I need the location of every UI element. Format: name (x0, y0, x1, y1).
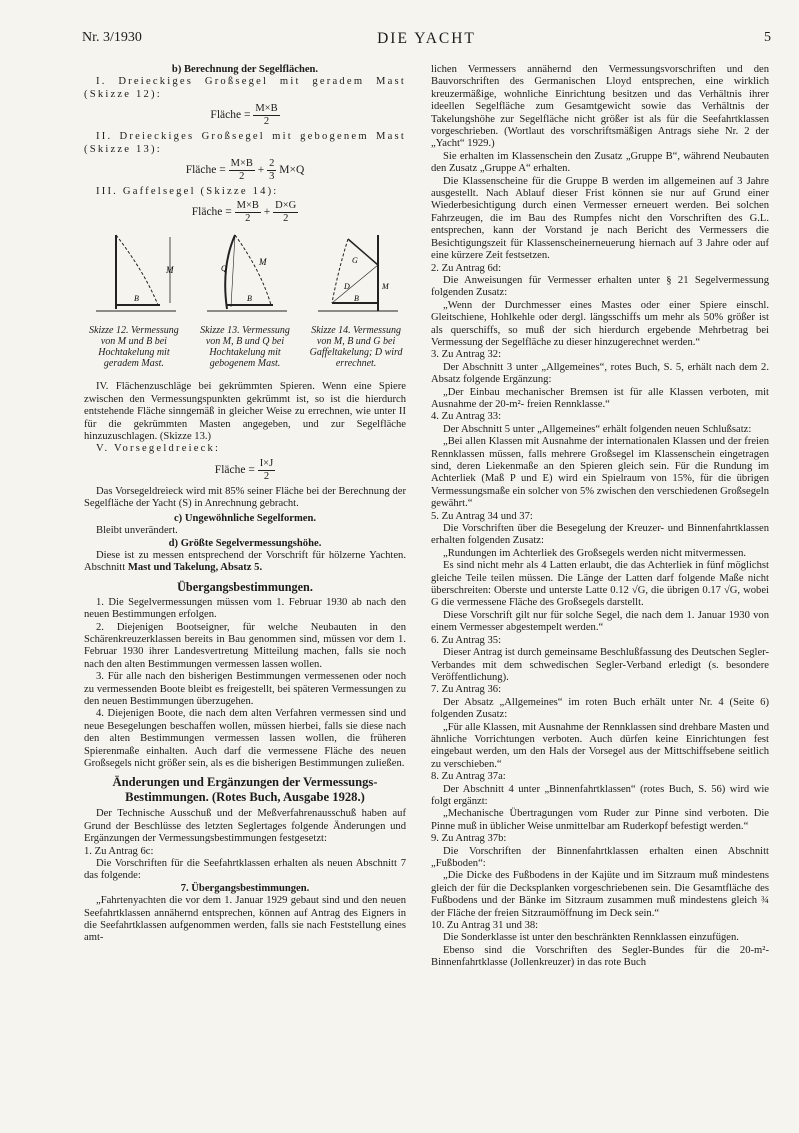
antrag-5: 5. Zu Antrag 34 und 37: (431, 510, 533, 522)
antrag-10-text-1: Die Sonderklasse ist unter den beschränkten Rennklassen einzufügen. (443, 932, 739, 944)
antrag-3: 3. Zu Antrag 32: (431, 349, 502, 361)
section-c-text: Bleibt unverändert. (96, 525, 178, 537)
antrag-3-text: Der Abschnitt 3 unter „Allgemeines“, rotes Buch, S. 5, erhält nach dem 2. Absatz folgende Ergänzung: (431, 361, 769, 386)
section-d-text-a: Diese ist zu messen entsprechend der Vorschrift für hölzerne Yachten. Abschnitt (84, 549, 406, 574)
antrag-8-text: Der Abschnitt 4 unter „Binnenfahrtklassen“ (rotes Buch, S. 56) wird wie folgt ergänzt: (431, 783, 769, 807)
antrag-9: 9. Zu Antrag 37b: (431, 833, 507, 845)
section-d-heading: d) Größte Segelvermessungshöhe. (168, 537, 322, 549)
antrag-7: 7. Zu Antrag 36: (431, 684, 502, 696)
antrag-9-quote: „Die Dicke des Fußbodens in der Kajüte und im Sitzraum muß mindestens gleich der für die Decksplanken vorgeschriebenen sein. Die Gesamtfläche des Fußbodens und der Bänke im Sitzraum zusammen muß mindestens gleich ¾ der Fläche der freien Sitzraumöffnung im Deck sein.“ (431, 870, 769, 919)
formula-III-title: III. Gaffelsegel (Skizze 14): (96, 186, 279, 198)
numerator: M×B (230, 158, 253, 170)
denominator: 2 (245, 213, 251, 225)
antrag-1-text: Die Vorschriften für die Seefahrtklassen erhalten als neuen Abschnitt 7 das folgende: (84, 858, 406, 882)
antrag-8: 8. Zu Antrag 37a: (431, 771, 506, 783)
section-d-text-b: Mast und Takelung, Absatz 5. (127, 562, 263, 574)
section-b-heading: b) Berechnung der Segelflächen. (171, 64, 319, 75)
antrag-9-text: Die Vorschriften der Binnenfahrtklassen erhalten einen Abschnitt „Fußboden“: (431, 845, 769, 869)
sketch-12 (84, 231, 184, 373)
formula-label: Fläche = (214, 464, 255, 477)
svg-text:B: B (247, 294, 252, 304)
sketch-12-caption: Skizze 12. Vermessung von M und B bei Hochtakelung mit geradem Mast. (89, 325, 179, 370)
fraction (253, 103, 279, 128)
formula-label: Fläche = (185, 164, 226, 177)
section-c-heading: c) Ungewöhnliche Segelformen. (173, 512, 317, 524)
antrag-5-quote-3: Diese Vorschrift gilt nur für solche Segel, die nach dem 1. Januar 1930 von einem Vermesser abgestempelt werden.“ (431, 609, 769, 634)
antrag-4: 4. Zu Antrag 33: (431, 411, 502, 423)
fraction (229, 158, 255, 183)
svg-text:G: G (352, 256, 358, 266)
uebergang-3: 3. Für alle nach den bisherigen Bestimmungen vermessenen oder noch zu vermessenden Boote bleibt es freigestellt, bei späteren Vermessungen zu den neuen Bestimmungen überzugehen. (84, 671, 406, 707)
denominator: 2 (239, 171, 245, 183)
formula-label: Fläche = (210, 109, 251, 122)
sail-sketch-14-icon (308, 231, 404, 323)
antrag-3-quote: „Der Einbau mechanischer Bremsen ist für alle Klassen verboten, mit Ausnahme der 20-m²- freien Rennklasse.“ (431, 386, 769, 410)
antrag-8-quote: „Mechanische Übertragungen vom Ruder zur Pinne sind verboten. Die Pinne muß in üblicher Weise unmittelbar am Ruderkopf befestigt werden.“ (431, 808, 769, 832)
issue-number: Nr. 3/1930 (82, 30, 142, 45)
uebergang-2: 2. Diejenigen Bootseigner, für welche Neubauten in den Schärenkreuzerklassen bereits in Bau genommen sind, müssen vor dem 1. Februar 1930 ihrer Landesvertretung Mitteilung machen, falls sie noch nach den alten Bestimmungen vermessen lassen wollen. (84, 621, 406, 670)
numerator: D×G (275, 200, 297, 212)
fraction (267, 158, 276, 183)
sail-sketch-12-icon (86, 231, 182, 323)
fraction (273, 200, 298, 225)
formula-I (84, 103, 406, 128)
antrag-6: 6. Zu Antrag 35: (431, 634, 502, 646)
antrag-2-quote: „Wenn der Durchmesser eines Mastes oder einer Spiere einschl. Gleitschiene, Hohlkehle oder dergl. längsschiffs um mehr als 50% größer ist als querschiffs, so muß der sich hierdurch ergebende Mehrbetrag bei Vermessung der Segelfläche zu dieser hinzugerechnet werden.“ (431, 299, 769, 348)
svg-text:M: M (165, 265, 174, 276)
uebergang-heading: Übergangsbestimmungen. (177, 579, 313, 594)
antrag-5-quote-2: Es sind nicht mehr als 4 Latten erlaubt, die das Achterliek in fünf möglichst gleiche Teile teilen müssen. Die Länge der Latten darf folgende Maße nicht überschreiten: Oberste und unterste Latte 0.12 √G, die übrigen 0.17 √G, wobei G die vermessene Fläche des Großsegels darstellt. (431, 560, 769, 609)
antrag-4-text: Der Abschnitt 5 unter „Allgemeines“ erhält folgenden neuen Schlußsatz: (443, 423, 752, 435)
antrag-1-subheading: 7. Übergangsbestimmungen. (180, 882, 310, 894)
svg-text:Q: Q (221, 264, 227, 274)
antrag-7-text: Der Absatz „Allgemeines“ im roten Buch erhält unter Nr. 4 (Seite 6) folgenden Zusatz: (431, 696, 769, 721)
formula-I-title: I. Dreieckiges Großsegel mit geradem Mast (Skizze 12): (84, 76, 406, 100)
numerator: 2 (269, 158, 275, 170)
uebergang-4: 4. Diejenigen Boote, die nach dem alten Verfahren vermessen sind und neue Besegelungen beschaffen wollen, müssen hierbei, falls sie diese nach den alten Bestimmungen vermessen lassen wollen, die früheren Spierenmaße einhalten. Auch darf die vermessene Fläche des neuen Großsegels nicht größer sein, als es die bisherigen Bestimmungen zuließen. (84, 708, 406, 769)
formula-label: Fläche = (191, 206, 232, 219)
numerator: M×B (255, 103, 278, 115)
section-d-text (84, 550, 406, 575)
numerator: M×B (236, 200, 259, 212)
antrag-1: 1. Zu Antrag 6c: (84, 845, 154, 857)
sketch-14-caption: Skizze 14. Vermessung von M, B und G bei Gaffeltakelung; D wird errechnet. (309, 325, 403, 370)
numerator: I×J (259, 457, 274, 469)
sketch-13 (195, 231, 295, 373)
formula-II: Fläche = $\frac{M\times B}{2}$ + $\frac{2}{3}$ M×Q (185, 158, 305, 183)
magazine-title: DIE YACHT (377, 30, 476, 47)
vorsegel-text: Das Vorsegeldreieck wird mit 85% seiner Fläche bei der Berechnung der Segelfläche der Yacht (S) in Anrechnung gebracht. (84, 485, 406, 510)
denominator: 3 (269, 171, 275, 183)
antrag-5-quote-1: „Rundungen im Achterliek des Großsegels werden nicht mitvermessen. (443, 547, 747, 559)
antrag-2: 2. Zu Antrag 6d: (431, 262, 502, 274)
antrag-5-text: Die Vorschriften über die Besegelung der Kreuzer- und Binnenfahrtklassen erhalten folgenden Zusatz: (431, 523, 769, 547)
left-column (84, 64, 406, 945)
sail-sketch-13-icon (197, 231, 293, 323)
denominator: 2 (283, 213, 289, 225)
antrag-6-text: Dieser Antrag ist durch gemeinsame Beschlußfassung des Deutschen Segler-Verbandes mit dem schwedischen Segler-Verband erledigt (s. besondere Veröffentlichung). (431, 647, 769, 683)
sketch-14 (306, 231, 406, 373)
continuation-2: Sie erhalten im Klassenschein den Zusatz „Gruppe B“, während Neubauten den Zusatz „Gruppe A“ erhalten. (431, 150, 769, 175)
section-IV: IV. Flächenzuschläge bei gekrümmten Spieren. Wenn eine Spiere zwischen den Vermessungspunkten gekrümmt ist, so ist die hierdurch entstehende Fläche sinngemäß in gleicher Weise zu errechnen, wie unter II für die gekrümmten Masten angegeben, und zur Segelfläche hinzuzuschlagen. (Skizze 13.) (84, 381, 406, 443)
continuation-3: Die Klassenscheine für die Gruppe B werden im allgemeinen auf 3 Jahre ausgestellt. Nach Ablauf dieser Frist können sie nur auf Grund einer Wiederbesichtigung durch einen Vermesser erneuert werden. Bei solchen Fahrzeugen, die im Bau des Rumpfes nicht den Vorschriften des G.L. entsprechen, kann der Vorstand je nach Bericht des Vermessers die Besichtigungszeit für Klassenscheinerneuerung hiernach auf 3 Jahre oder auf eine kürzere Zeit festsetzen. (431, 175, 769, 262)
formula-III: Fläche = $\frac{M\times B}{2}$ + $\frac{D\times G}{2}$ (191, 200, 297, 225)
antrag-2-text: Die Anweisungen für Vermesser erhalten unter § 21 Segelvermessung folgenden Zusatz: (431, 274, 769, 299)
antrag-1-quote: „Fahrtenyachten die vor dem 1. Januar 1929 gebaut sind und den neuen Seefahrtklassen annähernd entsprechen, können auf Antrag des Eigners in die Seefahrtklassen aufgenommen werden, falls sie nach Feststellung eines amt- (84, 895, 406, 944)
page-header (82, 30, 771, 52)
antrag-10: 10. Zu Antrag 31 und 38: (431, 920, 539, 932)
formula-V (84, 458, 406, 483)
formula-II-title: II. Dreieckiges Großsegel mit gebogenem Mast (Skizze 13): (84, 131, 406, 155)
sketch-row (84, 231, 406, 373)
svg-text:B: B (354, 294, 359, 304)
formula-term: M×Q (279, 164, 305, 177)
antrag-7-quote: „Für alle Klassen, mit Ausnahme der Rennklassen sind drehbare Masten und ähnliche Vorrichtungen verboten. Auch dürfen keine Einrichtungen fest eingebaut werden, um den Hals der Vorsegel aus der Mittschiffsebene seitlich zu verschieben.“ (431, 721, 769, 770)
page-number: 5 (764, 30, 771, 45)
fraction (258, 458, 276, 483)
section-V-title: V. Vorsegeldreieck: (96, 443, 221, 455)
sketch-13-caption: Skizze 13. Vermessung von M, B und Q bei Hochtakelung mit gebogenem Mast. (200, 325, 290, 370)
uebergang-1: 1. Die Segelvermessungen müssen vom 1. Februar 1930 ab nach den neuen Bestimmungen erfolgen. (84, 596, 406, 621)
svg-text:M: M (382, 282, 389, 292)
aenderungen-intro: Der Technische Ausschuß und der Meßverfahrenausschuß haben auf Grund der Beschlüsse des letzten Seglertages folgende Änderungen und Ergänzungen der Vermessungsbestimmungen festgesetzt: (84, 808, 406, 845)
svg-text:M: M (259, 257, 267, 268)
aenderungen-heading: Änderungen und Ergänzungen der Vermessungs-Bestimmungen. (Rotes Buch, Ausgabe 1928.) (112, 775, 378, 805)
antrag-10-text-2: Ebenso sind die Vorschriften des Segler-Bundes für die 20-m²-Binnenfahrtklasse (Jollenkreuzer) in das rote Buch (431, 944, 769, 969)
denominator: 2 (263, 470, 270, 482)
fraction (235, 200, 261, 225)
svg-text:D: D (344, 282, 350, 292)
right-column (431, 64, 769, 970)
svg-text:B: B (133, 294, 139, 304)
antrag-4-quote: „Bei allen Klassen mit Ausnahme der internationalen Klassen und der freien Rennklassen müssen, falls mehrere Großsegel im Klassenschein eingetragen sind, deren Liekenmaße an den Spieren gleich sein. Für die Rundung im Achterliek (Maß P und E) wird ein Spielraum von 15%, für die übrigen Vermessungsmaße ein solcher von 5% zwischen den verschiedenen Großsegeln gewährt.“ (431, 436, 769, 510)
denominator: 2 (263, 116, 270, 128)
continuation-1: lichen Vermessers annähernd den Vermessungsvorschriften und den Bauvorschriften des Germanischen Lloyd entsprechen, eine wirklich kreuzermäßige, wohnliche Einrichtung besitzen und das Verhältnis ihrer ideellen Segelfläche zum Gesamtgewicht sowie das Verhältnis der Takelungshöhe zur Segelfläche nicht größer ist als für die Seefahrtklassen vorgeschrieben. (Wortlaut des vorschriftsmäßigen Antrags siehe Nr. 2 der „Yacht“ 1929.) (431, 64, 769, 150)
